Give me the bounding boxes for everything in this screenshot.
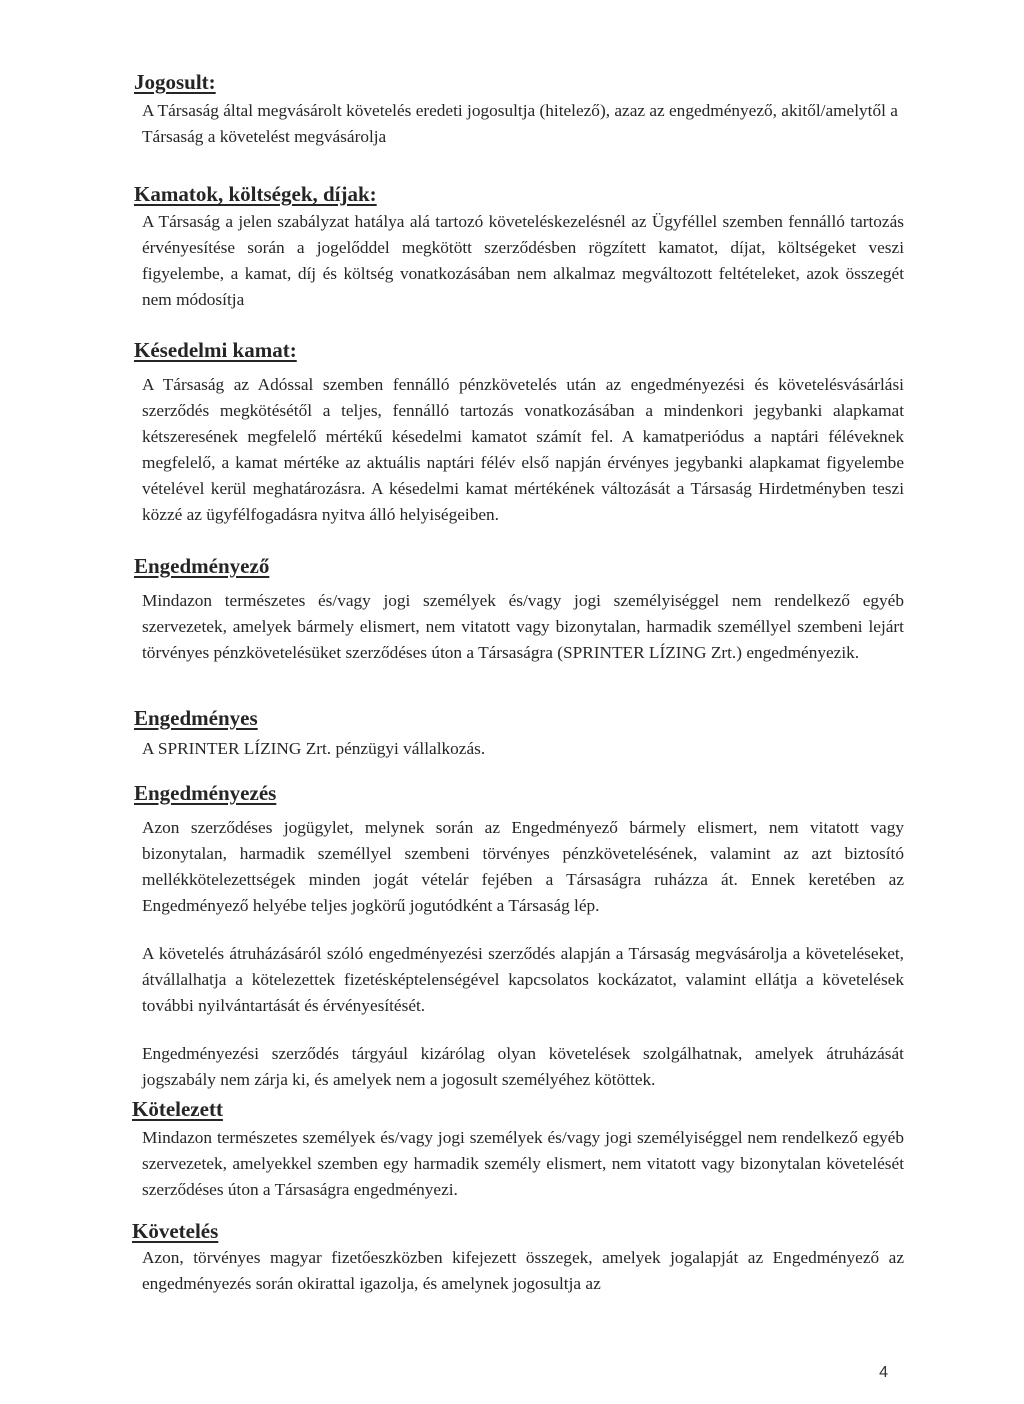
section-paragraph: A SPRINTER LÍZING Zrt. pénzügyi vállalkozás.	[142, 739, 486, 758]
section-paragraph: A Társaság a jelen szabályzat hatálya alá tartozó követeléskezelésnél az Ügyféllel szemben fennálló tartozás érvényesítése során a jogelőddel megkötött szerződésben rögzített kamatot, díjat, költségeket veszi figyelembe, a kamat, díj és költség vonatkozásában nem alkalmaz megváltozott feltételeket, azok összegét nem módosítja	[142, 212, 904, 309]
section-heading: Követelés	[132, 1219, 219, 1243]
section-heading: Késedelmi kamat:	[134, 338, 297, 362]
section-paragraph: Mindazon természetes és/vagy jogi személyek és/vagy jogi személyiséggel nem rendelkező egyéb szervezetek, amelyek bármely elismert, nem vitatott vagy bizonytalan, harmadik személlyel szembeni lejárt törvényes pénzkövetelésüket szerződéses úton a Társaságra (SPRINTER LÍZING Zrt.) engedményezik.	[142, 591, 904, 662]
section-engedmenyezes	[134, 781, 904, 1093]
section-heading: Engedményezés	[134, 781, 277, 805]
section-koveteles	[132, 1219, 904, 1297]
section-kotelezett	[132, 1097, 904, 1203]
section-paragraph: Azon, törvényes magyar fizetőeszközben kifejezett összegek, amelyek jogalapját az Engedményező az engedményezés során okirattal igazolja, és amelynek jogosultja az	[142, 1248, 904, 1293]
section-paragraph: Engedményezési szerződés tárgyául kizárólag olyan követelések szolgálhatnak, amelyek átruházását jogszabály nem zárja ki, és amelyek nem a jogosult személyéhez kötöttek.	[142, 1044, 904, 1089]
section-engedmenyezo	[134, 554, 904, 666]
section-engedmenyes	[134, 706, 904, 762]
section-heading: Jogosult:	[134, 70, 216, 94]
section-heading: Engedményező	[134, 554, 270, 578]
section-paragraph: Mindazon természetes személyek és/vagy jogi személyek és/vagy jogi személyiséggel nem rendelkező egyéb szervezetek, amelyekkel szemben egy harmadik személy elismert, nem vitatott vagy bizonytalan követelését szerződéses úton a Társaságra engedményezi.	[142, 1128, 904, 1199]
section-paragraph: A Társaság által megvásárolt követelés eredeti jogosultja (hitelező), azaz az engedményező, akitől/amelytől a Társaság a követelést megvásárolja	[142, 101, 898, 146]
section-paragraph: A Társaság az Adóssal szemben fennálló pénzkövetelés után az engedményezési és követelésvásárlási szerződés megkötésétől a teljes, fennálló tartozás vonatkozásában a mindenkori jegybanki alapkamat kétszeresének megfelelő mértékű késedelmi kamatot számít fel. A kamatperiódus a naptári féléveknek megfelelő, a kamat mértéke az aktuális naptári félév első napján érvényes jegybanki alapkamat figyelembe vételével kerül meghatározásra. A késedelmi kamat mértékének változását a Társaság Hirdetményben teszi közzé az ügyfélfogadásra nyitva álló helyiségeiben.	[142, 375, 904, 524]
section-jogosult	[134, 70, 904, 150]
section-kesedelmi-kamat	[134, 338, 904, 528]
section-paragraph: Azon szerződéses jogügylet, melynek során az Engedményező bármely elismert, nem vitatott vagy bizonytalan, harmadik személlyel szembeni törvényes pénzkövetelésének, valamint az azt biztosító mellékkötelezettségek minden jogát vételár fejében a Társaságra ruházza át. Ennek keretében az Engedményező helyébe teljes jogkörű jogutódként a Társaság lép.	[142, 818, 904, 915]
section-kamatok	[134, 182, 904, 313]
section-heading: Kötelezett	[132, 1097, 223, 1121]
section-paragraph: A követelés átruházásáról szóló engedményezési szerződés alapján a Társaság megvásárolja a követeléseket, átvállalhatja a kötelezettek fizetésképtelenségével kapcsolatos kockázatot, valamint ellátja a követelések további nyilvántartását és érvényesítését.	[142, 944, 904, 1015]
section-heading: Engedményes	[134, 706, 258, 730]
page-number: 4	[879, 1364, 888, 1381]
section-heading: Kamatok, költségek, díjak:	[134, 182, 377, 206]
